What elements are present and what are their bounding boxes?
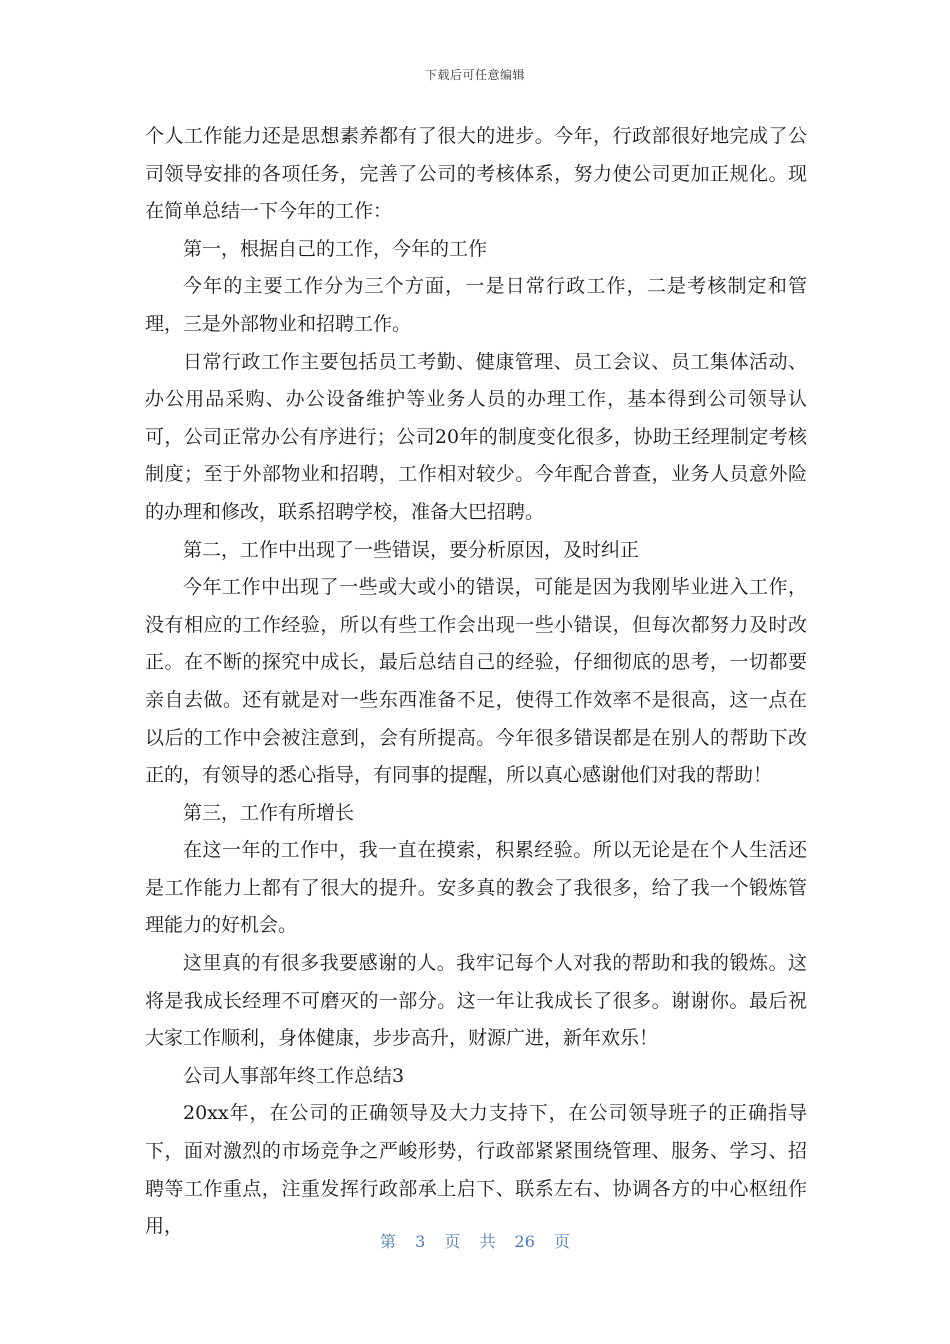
footer-label-of: 页 共 xyxy=(444,1232,496,1251)
paragraph-thanks: 这里真的有很多我要感谢的人。我牢记每个人对我的帮助和我的锻炼。这将是我成长经理不可磨灭的一部分。这一年让我成长了很多。谢谢你。最后祝大家工作顺利，身体健康，步步高升，财源广进，新年欢乐！ xyxy=(145,952,807,1050)
paragraph-growth: 在这一年的工作中，我一直在摸索，积累经验。所以无论是在个人生活还是工作能力上都有了很大的提升。安多真的教会了我很多，给了我一个锻炼管理能力的好机会。 xyxy=(145,839,807,937)
section-title-summary-3: 公司人事部年终工作总结3 xyxy=(183,1064,405,1087)
footer-current-page: 3 xyxy=(415,1232,426,1251)
paragraph-main-work: 今年的主要工作分为三个方面，一是日常行政工作，二是考核制定和管理，三是外部物业和招聘工作。 xyxy=(145,275,807,335)
paragraph-summary-3-intro: 20xx年，在公司的正确领导及大力支持下，在公司领导班子的正确指导下，面对激烈的市场竞争之严峻形势，行政部紧紧围绕管理、服务、学习、招聘等工作重点，注重发挥行政部承上启下、联系左右、协调各方的中心枢纽作用， xyxy=(145,1102,807,1238)
document-body xyxy=(145,118,807,1246)
footer-total-pages: 26 xyxy=(514,1232,535,1251)
section-heading-third: 第三，工作有所增长 xyxy=(183,801,355,824)
footer-label-end: 页 xyxy=(554,1232,571,1251)
paragraph-daily-admin: 日常行政工作主要包括员工考勤、健康管理、员工会议、员工集体活动、办公用品采购、办公设备维护等业务人员的办理工作，基本得到公司领导认可，公司正常办公有序进行；公司20年的制度变化很多，协助王经理制定考核制度；至于外部物业和招聘，工作相对较少。今年配合普查，业务人员意外险的办理和修改，联系招聘学校，准备大巴招聘。 xyxy=(145,350,807,523)
paragraph-mistakes: 今年工作中出现了一些或大或小的错误，可能是因为我刚毕业进入工作，没有相应的工作经验，所以有些工作会出现一些小错误，但每次都努力及时改正。在不断的探究中成长，最后总结自己的经验，仔细彻底的思考，一切都要亲自去做。还有就是对一些东西准备不足，使得工作效率不是很高，这一点在以后的工作中会被注意到，会有所提高。今年很多错误都是在别人的帮助下改正的，有领导的悉心指导，有同事的提醒，所以真心感谢他们对我的帮助！ xyxy=(145,576,807,787)
section-heading-second: 第二，工作中出现了一些错误，要分析原因，及时纠正 xyxy=(183,538,640,561)
header-note: 下载后可任意编辑 xyxy=(424,68,525,82)
section-heading-first: 第一，根据自己的工作，今年的工作 xyxy=(183,237,488,260)
page-footer xyxy=(0,1229,950,1252)
paragraph-continuation: 个人工作能力还是思想素养都有了很大的进步。今年，行政部很好地完成了公司领导安排的各项任务，完善了公司的考核体系，努力使公司更加正规化。现在简单总结一下今年的工作： xyxy=(145,125,807,223)
footer-label-page: 第 xyxy=(379,1232,396,1251)
